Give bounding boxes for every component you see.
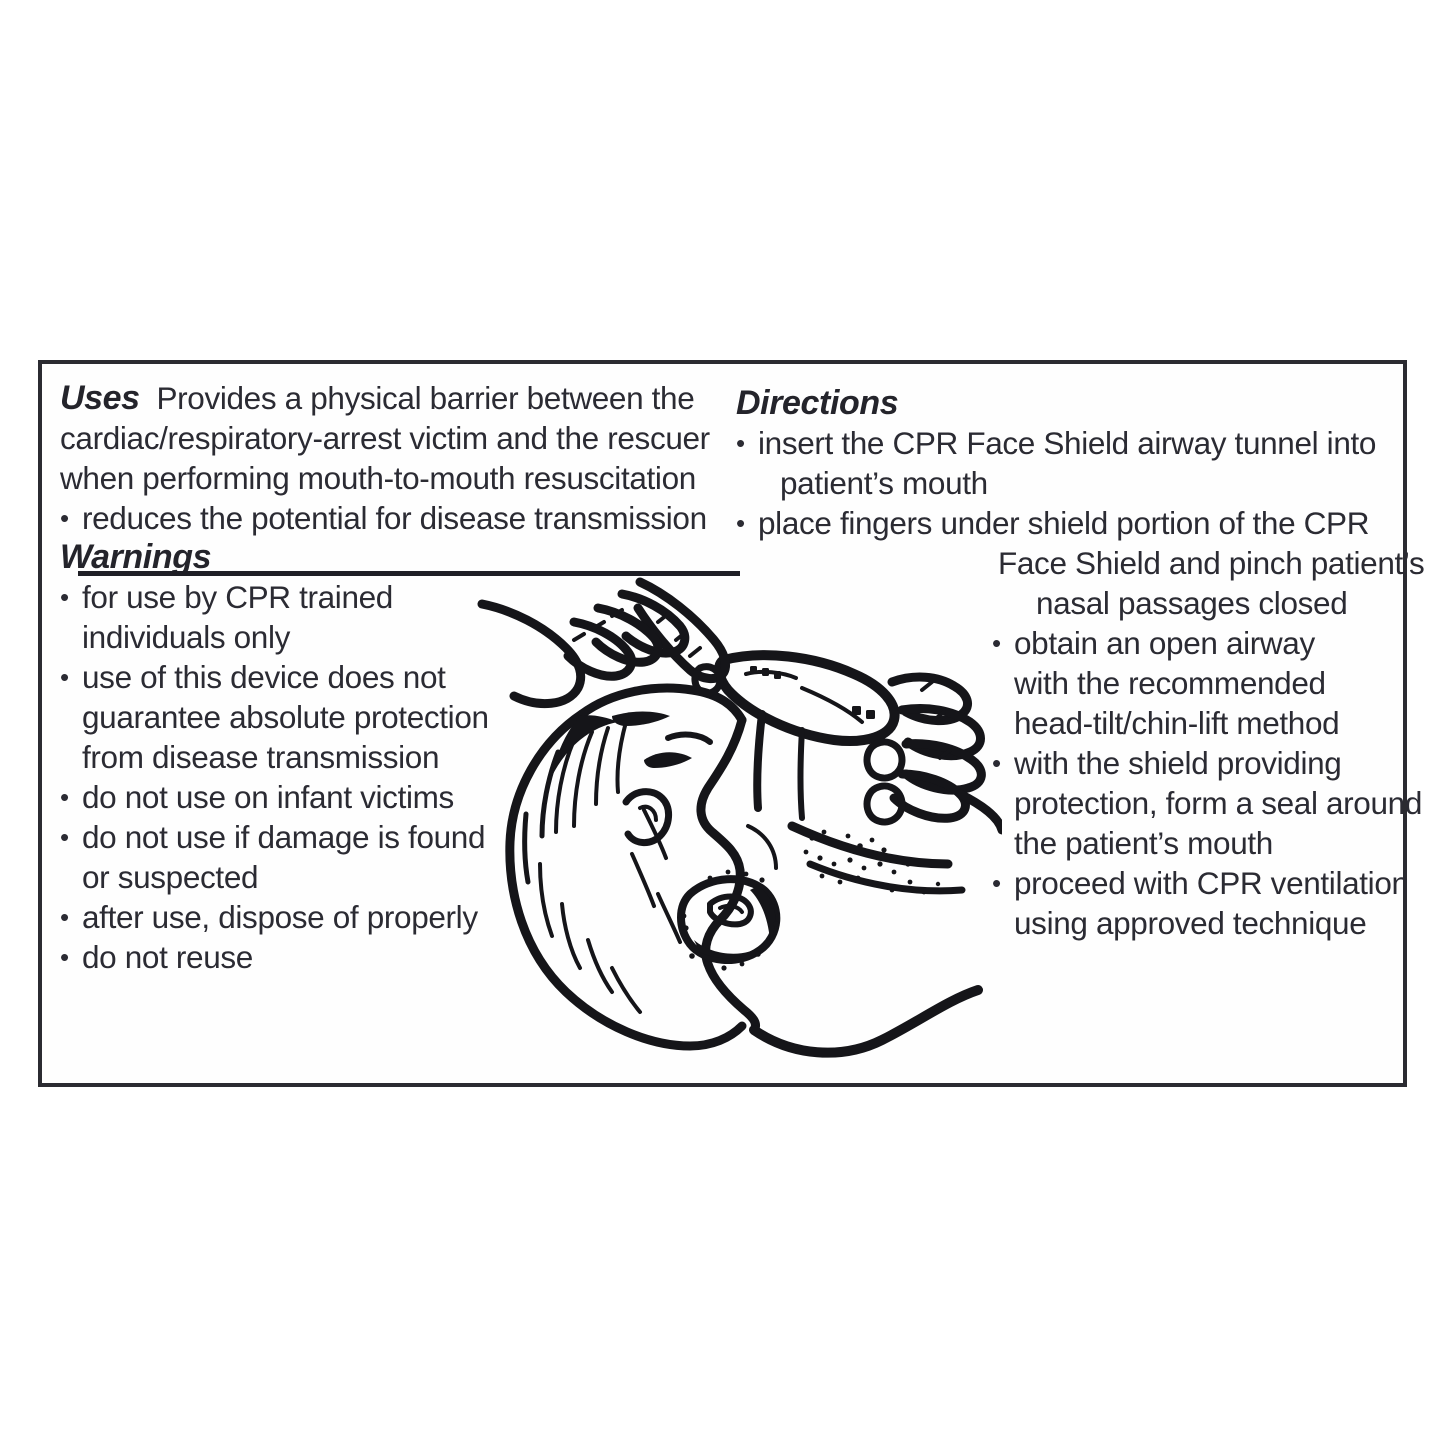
list-item-cont: protection, form a seal around: [1014, 785, 1422, 821]
list-item: • place fingers under shield portion of the CPR: [736, 503, 1396, 543]
list-item: • do not use on infant victims: [60, 777, 502, 817]
right-column: [736, 384, 1425, 943]
directions-heading: Directions: [736, 384, 899, 422]
left-column: [60, 378, 726, 977]
list-item: • insert the CPR Face Shield airway tunnel into: [736, 423, 1396, 463]
list-item: • for use by CPR trained individuals only: [60, 577, 502, 657]
uses-bullet-item: • reduces the potential for disease transmission: [60, 498, 726, 538]
list-item: • after use, dispose of properly: [60, 897, 502, 937]
list-item-cont: patient’s mouth: [780, 465, 988, 501]
uses-paragraph: [60, 378, 726, 498]
section-divider: [78, 571, 740, 576]
warnings-list: [60, 577, 726, 977]
warnings-heading: Warnings: [60, 538, 212, 576]
uses-paragraph-text: Provides a physical barrier between the cardiac/respiratory-arrest victim and the rescuer when performing mouth-to-mouth resuscitation: [60, 380, 710, 496]
list-item-cont: using approved technique: [1014, 905, 1367, 941]
list-item: • proceed with CPR ventilation: [992, 863, 1396, 903]
instruction-panel: [38, 360, 1425, 1087]
list-item: • obtain an open airway: [992, 623, 1396, 663]
list-item-cont: with the recommended: [1014, 665, 1326, 701]
list-item: • do not reuse: [60, 937, 502, 977]
list-item-cont: nasal passages closed: [1036, 585, 1348, 621]
list-item: • with the shield providing: [992, 743, 1396, 783]
list-item-cont: the patient’s mouth: [1014, 825, 1273, 861]
list-item-cont: Face Shield and pinch patient’s: [998, 545, 1425, 581]
list-item: • do not use if damage is found or suspected: [60, 817, 502, 897]
list-item-cont: head-tilt/chin-lift method: [1014, 705, 1340, 741]
list-item: • use of this device does not guarantee absolute protection from disease transmission: [60, 657, 502, 777]
directions-list: [736, 423, 1425, 943]
uses-heading: Uses: [60, 379, 140, 417]
